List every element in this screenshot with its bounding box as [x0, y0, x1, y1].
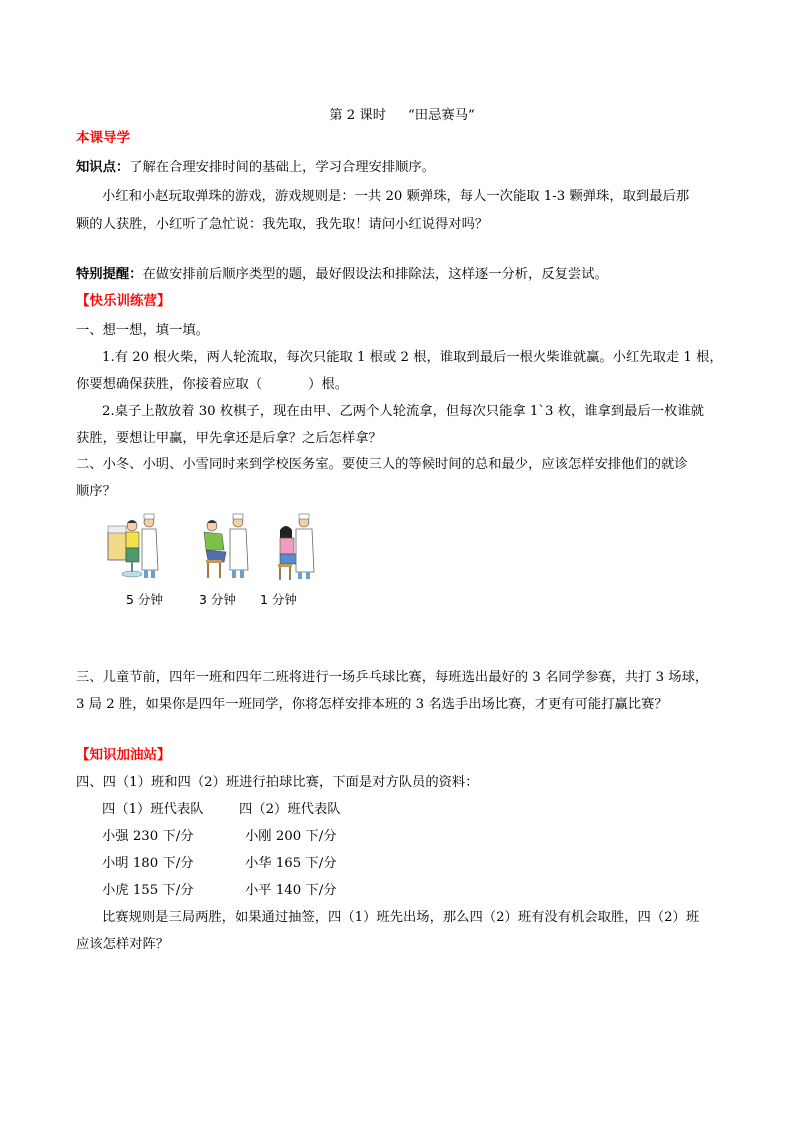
section-heading-guide: 本课导学 [76, 130, 130, 146]
page-title [76, 106, 728, 126]
doctor-patient-seated-icon [106, 512, 178, 584]
doctor-patient-girl-icon [272, 512, 344, 584]
team-1-player: 小强 230 下/分 [102, 829, 194, 844]
question-2-line-2: 顺序？ [76, 484, 116, 499]
knowledge-point-label: 知识点： [76, 160, 130, 175]
item-1-suffix: ）根。 [308, 377, 349, 392]
team-header-row [102, 800, 341, 820]
team-2-label: 四（2）班代表队 [239, 802, 341, 817]
team-1-player: 小虎 155 下/分 [102, 883, 194, 898]
team-1-player: 小明 180 下/分 [102, 856, 194, 871]
question-1-item-1-line-2 [76, 375, 348, 395]
knowledge-point [76, 158, 435, 178]
team-2-player: 小华 165 下/分 [245, 856, 337, 871]
question-1-item-2-line-1: 2.桌子上散放着 30 枚棋子，现在由甲、乙两个人轮流拿，但每次只能拿 1`3 枚，谁拿到最后一枚谁就 [102, 404, 704, 419]
question-2-line-1: 二、小冬、小明、小雪同时来到学校医务室。要使三人的等候时间的总和最少，应该怎样安排他们的就诊 [76, 457, 688, 472]
intro-line-1: 小红和小赵玩取弹珠的游戏，游戏规则是：一共 20 颗弹珠，每人一次能取 1-3 颗弹珠，取到最后那 [102, 189, 690, 204]
lesson-number: 第 2 课时 [329, 108, 386, 123]
reminder-label: 特别提醒： [76, 267, 143, 282]
special-reminder [76, 265, 608, 285]
question-4-rule-line-2: 应该怎样对阵？ [76, 937, 170, 952]
team-row [102, 881, 337, 901]
caption-1-minute: 1 分钟 [260, 592, 297, 607]
intro-line-2: 颗的人获胜，小红听了急忙说：我先取，我先取！请问小红说得对吗？ [76, 217, 489, 232]
question-4-heading: 四、四（1）班和四（2）班进行拍球比赛，下面是对方队员的资料： [76, 775, 479, 790]
team-row [102, 827, 337, 847]
doctor-patient-stool-icon [194, 512, 266, 584]
caption-5-minutes: 5 分钟 [126, 592, 163, 607]
team-2-player: 小刚 200 下/分 [245, 829, 337, 844]
caption-3-minutes: 3 分钟 [199, 592, 236, 607]
question-3-line-2: 3 局 2 胜，如果你是四年一班同学，你将怎样安排本班的 3 名选手出场比赛，才更有可能打赢比赛？ [76, 697, 668, 712]
question-1-heading: 一、想一想，填一填。 [76, 323, 209, 338]
knowledge-point-text: 了解在合理安排时间的基础上，学习合理安排顺序。 [129, 160, 436, 175]
item-1-prompt: 你要想确保获胜，你接着应取（ [76, 377, 263, 392]
team-2-player: 小平 140 下/分 [245, 883, 337, 898]
reminder-text: 在做安排前后顺序类型的题，最好假设法和排除法，这样逐一分析，反复尝试。 [142, 267, 608, 282]
team-row [102, 854, 337, 874]
clinic-illustration [106, 512, 346, 584]
section-heading-training: 【快乐训练营】 [76, 293, 171, 309]
question-3-line-1: 三、儿童节前，四年一班和四年二班将进行一场乒乓球比赛，每班选出最好的 3 名同学参赛，共打 3 场球， [76, 670, 709, 685]
team-1-label: 四（1）班代表队 [102, 802, 204, 817]
section-heading-boost: 【知识加油站】 [76, 747, 171, 763]
question-1-item-1-line-1: 1.有 20 根火柴，两人轮流取，每次只能取 1 根或 2 根，谁取到最后一根火柴谁就赢。小红先取走 1 根， [102, 350, 723, 365]
lesson-name: “田忌赛马” [408, 108, 475, 123]
question-1-item-2-line-2: 获胜，要想让甲赢，甲先拿还是后拿？之后怎样拿？ [76, 431, 382, 446]
question-4-rule-line-1: 比赛规则是三局两胜，如果通过抽签，四（1）班先出场，那么四（2）班有没有机会取胜，四（2）班 [102, 910, 700, 925]
